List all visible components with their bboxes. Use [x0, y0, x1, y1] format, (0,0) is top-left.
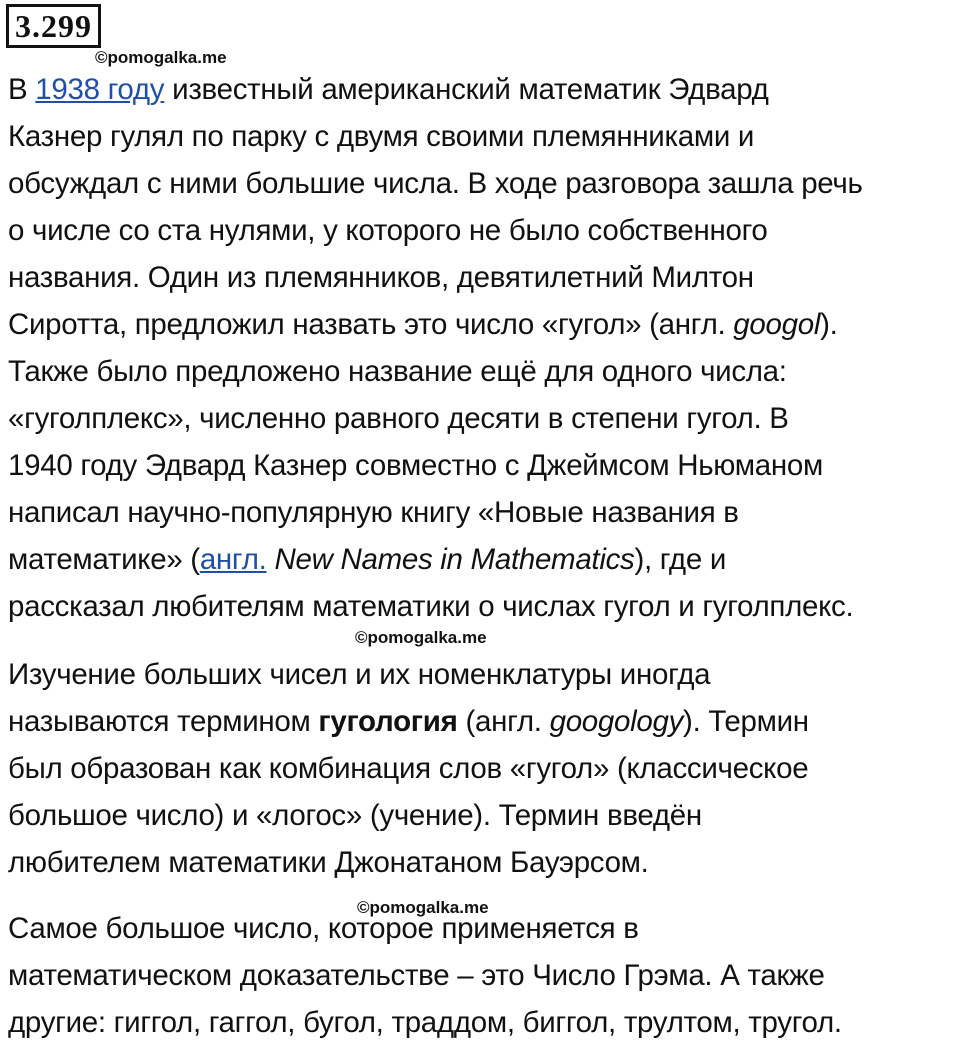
text-line: обсуждал с ними большие числа. В ходе разговора зашла речь	[8, 167, 863, 200]
text-line: написал научно-популярную книгу «Новые названия в	[8, 496, 739, 529]
paragraph-3	[8, 905, 958, 1046]
term-googology-en: googology	[549, 705, 684, 738]
link-engl[interactable]: англ.	[199, 543, 267, 576]
paragraph-2	[8, 651, 958, 886]
term-googol: googol	[733, 308, 821, 341]
watermark: ©pomogalka.me	[355, 628, 487, 647]
text-line: Казнер гулял по парку с двумя своими племянниками и	[8, 120, 755, 153]
text-line: Изучение больших чисел и их номенклатуры иногда	[8, 658, 711, 691]
text-line: о числе со ста нулями, у которого не было собственного	[8, 214, 768, 247]
watermark: ©pomogalka.me	[357, 898, 489, 917]
watermark: ©pomogalka.me	[95, 48, 227, 67]
link-1938[interactable]: 1938 году	[35, 73, 165, 106]
text-line: называются термином гугология (англ. googology). Термин	[8, 705, 809, 738]
text-line: был образован как комбинация слов «гугол» (классическое	[8, 752, 809, 785]
text-line: рассказал любителям математики о числах гугол и гуголплекс.	[8, 590, 854, 623]
term-googology: гугология	[318, 705, 458, 738]
text-line: Сиротта, предложил назвать это число «гугол» (англ. googol).	[8, 308, 838, 341]
text-line: В 1938 году известный американский математик Эдвард	[8, 73, 769, 106]
text-line: Также было предложено название ещё для одного числа:	[8, 355, 787, 388]
text-line: «гуголплекс», численно равного десяти в степени гугол. В	[8, 402, 789, 435]
text-line: любителем математики Джонатаном Бауэрсом.	[8, 846, 649, 879]
text-line: названия. Один из племянников, девятилетний Милтон	[8, 261, 754, 294]
task-number: 3.299	[15, 8, 92, 44]
book-title: New Names in Mathematics	[266, 543, 635, 576]
text-line: 1940 году Эдвард Казнер совместно с Джеймсом Ньюманом	[8, 449, 823, 482]
task-number-box	[6, 4, 101, 48]
text-line: другие: гиггол, гаггол, бугол, траддом, биггол, трултом, тругол.	[8, 1006, 842, 1039]
text-line: математическом доказательстве – это Число Грэма. А также	[8, 959, 825, 992]
text-line: большое число) и «логос» (учение). Термин введён	[8, 799, 702, 832]
paragraph-1	[8, 66, 958, 630]
text-line: математике» (англ. New Names in Mathematics), где и	[8, 543, 727, 576]
text-line: Самое большое число, которое применяется в	[8, 912, 639, 945]
